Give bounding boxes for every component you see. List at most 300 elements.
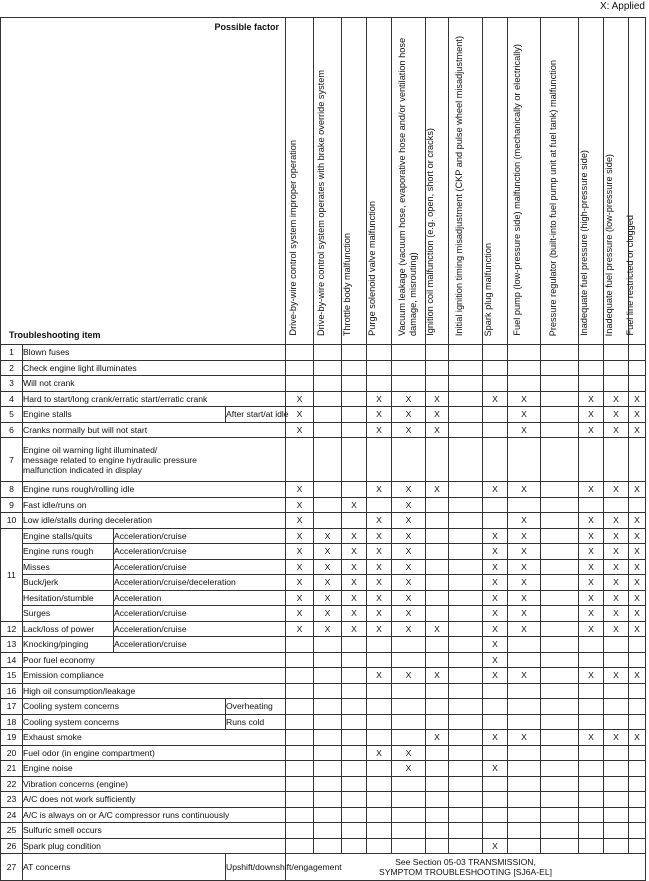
factor-mark-cell	[483, 745, 508, 761]
item-description: Emission compliance	[23, 668, 286, 684]
factor-mark-cell: X	[342, 590, 367, 606]
factor-mark-cell: X	[314, 621, 342, 637]
factor-mark-cell	[314, 745, 342, 761]
factor-mark-cell: X	[286, 422, 314, 438]
factor-header-text: Pressure regulator (built-into fuel pump unit at fuel tank) malfunction	[547, 59, 558, 336]
factor-mark-cell: X	[286, 528, 314, 544]
factor-mark-cell	[604, 497, 629, 513]
factor-mark-cell: X	[314, 575, 342, 591]
item-number: 1	[1, 345, 23, 361]
table-row	[1, 745, 646, 761]
table-row	[1, 668, 646, 684]
factor-mark-cell	[367, 438, 392, 482]
factor-mark-cell	[541, 513, 579, 529]
item-condition: Acceleration/cruise	[114, 528, 286, 544]
factor-header	[579, 18, 604, 345]
factor-mark-cell	[314, 482, 342, 498]
factor-mark-cell	[541, 637, 579, 653]
factor-mark-cell	[314, 345, 342, 361]
factor-mark-cell	[314, 838, 342, 854]
factor-mark-cell	[579, 776, 604, 792]
table-row	[1, 637, 646, 653]
item-condition: Acceleration/cruise	[114, 544, 286, 560]
item-description: Engine runs rough/rolling idle	[23, 482, 286, 498]
item-condition: Upshift/downshift/engagement	[226, 854, 286, 881]
factor-mark-cell	[604, 792, 629, 808]
factor-mark-cell	[483, 422, 508, 438]
factor-mark-cell: X	[392, 497, 426, 513]
factor-mark-cell	[392, 714, 426, 730]
factor-mark-cell	[342, 668, 367, 684]
factor-mark-cell	[483, 823, 508, 839]
item-number: 8	[1, 482, 23, 498]
item-number: 14	[1, 652, 23, 668]
factor-mark-cell: X	[392, 482, 426, 498]
factor-mark-cell: X	[604, 391, 629, 407]
factor-header-text: Vacuum leakage (vacuum hose, evaporative hose and/or ventilation hose damage, misrouting)	[396, 37, 418, 336]
factor-mark-cell	[449, 559, 483, 575]
factor-mark-cell: X	[483, 482, 508, 498]
factor-mark-cell	[541, 407, 579, 423]
factor-mark-cell: X	[286, 497, 314, 513]
factor-mark-cell	[508, 792, 541, 808]
table-row	[1, 575, 646, 591]
factor-mark-cell: X	[342, 544, 367, 560]
factor-mark-cell	[367, 345, 392, 361]
table-row	[1, 497, 646, 513]
factor-mark-cell	[541, 807, 579, 823]
factor-mark-cell	[449, 699, 483, 715]
factor-header-text: Initial ignition timing misadjustment (CKP and pulse wheel misadjustment)	[453, 35, 464, 336]
item-description: Poor fuel economy	[23, 652, 286, 668]
factor-mark-cell: X	[604, 575, 629, 591]
factor-mark-cell	[508, 761, 541, 777]
factor-mark-cell: X	[367, 391, 392, 407]
factor-mark-cell	[314, 683, 342, 699]
factor-mark-cell: X	[483, 575, 508, 591]
factor-mark-cell	[629, 652, 646, 668]
factor-mark-cell	[449, 391, 483, 407]
factor-mark-cell: X	[286, 513, 314, 529]
factor-mark-cell	[541, 391, 579, 407]
factor-mark-cell	[449, 621, 483, 637]
item-description: Cooling system concerns	[23, 699, 226, 715]
factor-mark-cell	[286, 745, 314, 761]
factor-mark-cell	[426, 513, 449, 529]
item-number: 26	[1, 838, 23, 854]
factor-mark-cell	[286, 438, 314, 482]
factor-mark-cell: X	[508, 544, 541, 560]
factor-mark-cell	[342, 792, 367, 808]
factor-header	[314, 18, 342, 345]
factor-mark-cell	[342, 360, 367, 376]
factor-mark-cell: X	[508, 391, 541, 407]
item-description: Fast idle/runs on	[23, 497, 286, 513]
factor-mark-cell: X	[604, 513, 629, 529]
factor-mark-cell	[449, 575, 483, 591]
item-number: 25	[1, 823, 23, 839]
factor-mark-cell	[342, 482, 367, 498]
factor-mark-cell: X	[508, 513, 541, 529]
table-row	[1, 792, 646, 808]
factor-mark-cell	[449, 422, 483, 438]
item-number: 7	[1, 438, 23, 482]
factor-mark-cell: X	[392, 621, 426, 637]
factor-mark-cell: X	[604, 482, 629, 498]
factor-mark-cell: X	[367, 606, 392, 622]
factor-mark-cell: X	[426, 407, 449, 423]
factor-mark-cell: X	[367, 513, 392, 529]
factor-mark-cell	[579, 376, 604, 392]
factor-header-text: Inadequate fuel pressure (low-pressure side)	[604, 153, 614, 336]
factor-mark-cell: X	[579, 621, 604, 637]
factor-mark-cell	[426, 807, 449, 823]
factor-mark-cell	[449, 606, 483, 622]
factor-mark-cell	[629, 497, 646, 513]
factor-mark-cell	[541, 376, 579, 392]
factor-mark-cell	[314, 792, 342, 808]
factor-mark-cell	[579, 438, 604, 482]
factor-mark-cell: X	[579, 422, 604, 438]
factor-mark-cell: X	[392, 391, 426, 407]
item-description: A/C does not work sufficiently	[23, 792, 286, 808]
factor-mark-cell	[286, 637, 314, 653]
factor-mark-cell	[629, 376, 646, 392]
factor-mark-cell	[367, 761, 392, 777]
factor-mark-cell	[314, 761, 342, 777]
item-description: Engine stalls	[23, 407, 226, 423]
factor-mark-cell: X	[342, 497, 367, 513]
factor-mark-cell	[508, 497, 541, 513]
factor-mark-cell	[342, 438, 367, 482]
item-description: Knocking/pinging	[23, 637, 114, 653]
factor-mark-cell: X	[367, 668, 392, 684]
factor-mark-cell: X	[604, 544, 629, 560]
item-number: 21	[1, 761, 23, 777]
factor-mark-cell	[629, 438, 646, 482]
item-description: Lack/loss of power	[23, 621, 114, 637]
factor-mark-cell	[314, 699, 342, 715]
factor-mark-cell: X	[629, 730, 646, 746]
factor-mark-cell	[286, 714, 314, 730]
factor-mark-cell	[541, 528, 579, 544]
factor-mark-cell	[342, 699, 367, 715]
factor-mark-cell	[579, 823, 604, 839]
factor-mark-cell	[286, 345, 314, 361]
factor-mark-cell	[629, 360, 646, 376]
item-number: 12	[1, 621, 23, 637]
factor-mark-cell	[541, 823, 579, 839]
factor-mark-cell: X	[286, 544, 314, 560]
table-row	[1, 376, 646, 392]
item-description: Engine noise	[23, 761, 286, 777]
factor-mark-cell	[314, 407, 342, 423]
factor-mark-cell	[449, 360, 483, 376]
factor-mark-cell	[342, 422, 367, 438]
factor-mark-cell: X	[392, 407, 426, 423]
factor-mark-cell	[449, 407, 483, 423]
factor-mark-cell: X	[604, 590, 629, 606]
factor-mark-cell	[541, 668, 579, 684]
item-number: 18	[1, 714, 23, 730]
factor-header	[367, 18, 392, 345]
factor-mark-cell	[314, 391, 342, 407]
factor-mark-cell	[483, 776, 508, 792]
factor-mark-cell: X	[483, 668, 508, 684]
factor-mark-cell	[286, 376, 314, 392]
factor-mark-cell	[483, 345, 508, 361]
factor-mark-cell	[604, 714, 629, 730]
factor-mark-cell: X	[286, 407, 314, 423]
factor-mark-cell	[426, 575, 449, 591]
table-row	[1, 422, 646, 438]
item-description: AT concerns	[23, 854, 226, 881]
factor-mark-cell: X	[604, 559, 629, 575]
item-description: Hard to start/long crank/erratic start/erratic crank	[23, 391, 286, 407]
factor-header	[342, 18, 367, 345]
factor-mark-cell: X	[508, 559, 541, 575]
factor-mark-cell	[629, 776, 646, 792]
factor-mark-cell	[541, 621, 579, 637]
factor-mark-cell	[449, 745, 483, 761]
factor-mark-cell	[426, 699, 449, 715]
factor-mark-cell	[314, 776, 342, 792]
factor-mark-cell: X	[579, 544, 604, 560]
factor-mark-cell	[483, 360, 508, 376]
factor-mark-cell: X	[508, 606, 541, 622]
factor-mark-cell: X	[508, 575, 541, 591]
factor-mark-cell	[314, 497, 342, 513]
factor-header	[541, 18, 579, 345]
item-description: Surges	[23, 606, 114, 622]
factor-mark-cell: X	[392, 606, 426, 622]
factor-mark-cell: X	[629, 422, 646, 438]
factor-mark-cell	[426, 497, 449, 513]
item-number: 23	[1, 792, 23, 808]
factor-mark-cell: X	[286, 482, 314, 498]
item-number: 20	[1, 745, 23, 761]
factor-mark-cell	[426, 652, 449, 668]
factor-mark-cell	[508, 807, 541, 823]
table-row	[1, 360, 646, 376]
item-number: 22	[1, 776, 23, 792]
possible-factor-label: Possible factor	[214, 22, 279, 32]
factor-mark-cell: X	[367, 482, 392, 498]
troubleshooting-table	[0, 17, 646, 881]
factor-mark-cell	[286, 360, 314, 376]
factor-header	[508, 18, 541, 345]
factor-mark-cell	[449, 438, 483, 482]
factor-mark-cell	[342, 838, 367, 854]
item-description: Engine runs rough	[23, 544, 114, 560]
item-number: 9	[1, 497, 23, 513]
item-number: 17	[1, 699, 23, 715]
factor-mark-cell	[426, 544, 449, 560]
table-row	[1, 714, 646, 730]
factor-mark-cell: X	[483, 606, 508, 622]
factor-mark-cell: X	[508, 482, 541, 498]
factor-mark-cell	[449, 776, 483, 792]
factor-mark-cell	[426, 792, 449, 808]
factor-mark-cell	[508, 714, 541, 730]
factor-mark-cell	[449, 668, 483, 684]
factor-mark-cell	[342, 637, 367, 653]
table-row	[1, 345, 646, 361]
factor-mark-cell	[483, 807, 508, 823]
factor-mark-cell	[508, 637, 541, 653]
factor-mark-cell	[629, 745, 646, 761]
factor-mark-cell	[541, 575, 579, 591]
item-description: Sulfuric smell occurs	[23, 823, 286, 839]
factor-mark-cell	[508, 360, 541, 376]
factor-mark-cell	[541, 360, 579, 376]
item-condition: Acceleration/cruise/deceleration	[114, 575, 286, 591]
factor-mark-cell	[426, 761, 449, 777]
factor-mark-cell	[367, 823, 392, 839]
table-row	[1, 683, 646, 699]
factor-mark-cell	[541, 776, 579, 792]
factor-mark-cell: X	[314, 559, 342, 575]
factor-mark-cell: X	[629, 528, 646, 544]
factor-mark-cell: X	[392, 544, 426, 560]
factor-mark-cell: X	[508, 730, 541, 746]
factor-mark-cell	[541, 838, 579, 854]
factor-mark-cell: X	[579, 528, 604, 544]
factor-mark-cell: X	[629, 544, 646, 560]
factor-mark-cell	[604, 838, 629, 854]
item-condition: Acceleration/cruise	[114, 637, 286, 653]
factor-mark-cell	[604, 637, 629, 653]
factor-mark-cell	[629, 637, 646, 653]
item-number: 24	[1, 807, 23, 823]
factor-mark-cell: X	[579, 391, 604, 407]
factor-mark-cell: X	[508, 668, 541, 684]
factor-mark-cell	[286, 652, 314, 668]
factor-mark-cell	[508, 776, 541, 792]
factor-mark-cell	[449, 761, 483, 777]
factor-mark-cell: X	[367, 422, 392, 438]
factor-mark-cell	[604, 776, 629, 792]
table-row	[1, 559, 646, 575]
factor-mark-cell	[426, 345, 449, 361]
factor-mark-cell: X	[579, 482, 604, 498]
factor-mark-cell	[508, 345, 541, 361]
factor-mark-cell: X	[579, 668, 604, 684]
factor-mark-cell: X	[314, 590, 342, 606]
factor-mark-cell	[604, 699, 629, 715]
factor-mark-cell	[604, 823, 629, 839]
factor-mark-cell	[314, 360, 342, 376]
factor-mark-cell	[314, 714, 342, 730]
factor-mark-cell: X	[342, 528, 367, 544]
factor-mark-cell	[314, 376, 342, 392]
factor-mark-cell	[508, 838, 541, 854]
factor-mark-cell	[449, 792, 483, 808]
factor-mark-cell	[426, 606, 449, 622]
factor-mark-cell	[604, 683, 629, 699]
factor-mark-cell: X	[579, 407, 604, 423]
factor-mark-cell	[483, 376, 508, 392]
factor-mark-cell	[449, 590, 483, 606]
factor-mark-cell	[314, 730, 342, 746]
factor-mark-cell	[483, 407, 508, 423]
factor-mark-cell	[629, 683, 646, 699]
factor-mark-cell: X	[392, 422, 426, 438]
factor-mark-cell: X	[342, 559, 367, 575]
factor-mark-cell: X	[286, 575, 314, 591]
factor-mark-cell	[629, 823, 646, 839]
factor-mark-cell	[314, 807, 342, 823]
factor-mark-cell	[392, 699, 426, 715]
factor-mark-cell	[449, 637, 483, 653]
factor-mark-cell	[449, 823, 483, 839]
table-row	[1, 823, 646, 839]
factor-mark-cell	[392, 345, 426, 361]
factor-mark-cell	[367, 652, 392, 668]
factor-mark-cell	[579, 683, 604, 699]
factor-mark-cell	[367, 699, 392, 715]
factor-mark-cell	[426, 776, 449, 792]
factor-mark-cell	[426, 683, 449, 699]
table-row	[1, 438, 646, 482]
factor-mark-cell	[629, 699, 646, 715]
factor-mark-cell	[579, 807, 604, 823]
factor-mark-cell: X	[426, 621, 449, 637]
factor-mark-cell	[508, 652, 541, 668]
factor-mark-cell	[314, 438, 342, 482]
factor-mark-cell	[367, 376, 392, 392]
factor-mark-cell	[629, 838, 646, 854]
item-number: 13	[1, 637, 23, 653]
factor-mark-cell	[392, 730, 426, 746]
factor-mark-cell	[541, 792, 579, 808]
factor-mark-cell	[367, 683, 392, 699]
factor-mark-cell: X	[483, 621, 508, 637]
item-condition: Acceleration/cruise	[114, 621, 286, 637]
factor-mark-cell	[541, 544, 579, 560]
header-corner	[1, 18, 286, 345]
factor-mark-cell	[604, 807, 629, 823]
factor-mark-cell: X	[604, 407, 629, 423]
factor-header-text: Fuel line restricted or clogged	[625, 215, 635, 336]
factor-mark-cell	[604, 376, 629, 392]
factor-mark-cell	[541, 714, 579, 730]
factor-mark-cell	[367, 360, 392, 376]
factor-mark-cell: X	[508, 621, 541, 637]
item-condition: Acceleration	[114, 590, 286, 606]
item-condition: Runs cold	[226, 714, 286, 730]
factor-mark-cell	[449, 730, 483, 746]
factor-mark-cell	[367, 637, 392, 653]
factor-header-text: Inadequate fuel pressure (high-pressure side)	[579, 150, 589, 336]
item-number: 10	[1, 513, 23, 529]
factor-mark-cell	[449, 376, 483, 392]
factor-mark-cell	[508, 438, 541, 482]
factor-mark-cell	[367, 730, 392, 746]
factor-mark-cell	[541, 422, 579, 438]
factor-mark-cell	[392, 376, 426, 392]
factor-mark-cell	[392, 776, 426, 792]
item-number: 15	[1, 668, 23, 684]
troubleshooting-item-label: Troubleshooting item	[9, 330, 101, 340]
factor-mark-cell	[286, 838, 314, 854]
factor-mark-cell: X	[483, 637, 508, 653]
factor-mark-cell	[508, 376, 541, 392]
factor-mark-cell: X	[508, 590, 541, 606]
table-row	[1, 730, 646, 746]
factor-mark-cell	[541, 606, 579, 622]
factor-header-text: Spark plug malfunction	[483, 242, 493, 336]
